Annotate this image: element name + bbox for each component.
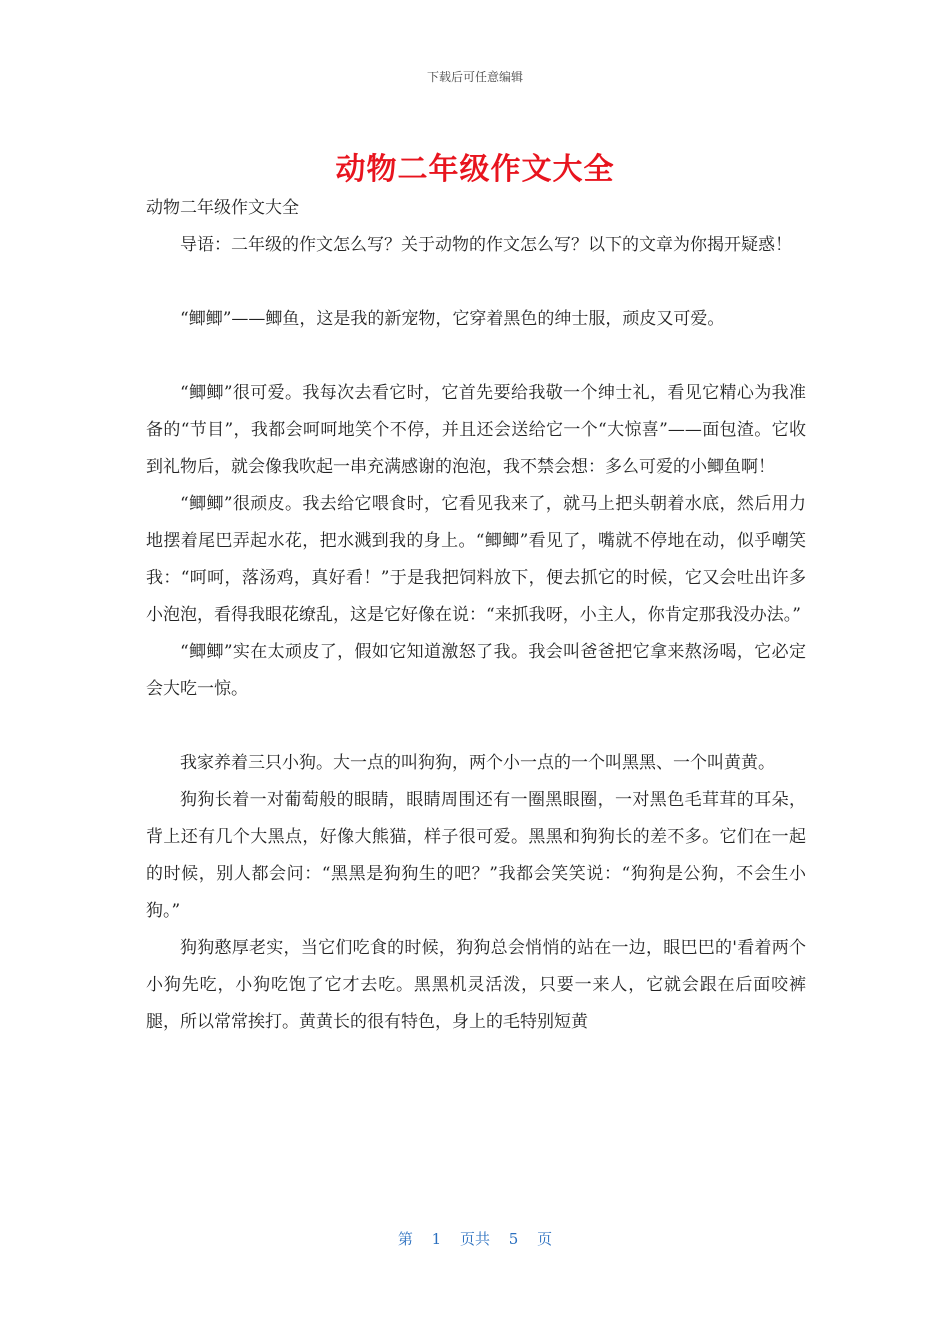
- paragraph: 狗狗长着一对葡萄般的眼睛，眼睛周围还有一圈黑眼圈，一对黑色毛茸茸的耳朵，背上还有几个大黑点，好像大熊猫，样子很可爱。黑黑和狗狗长的差不多。它们在一起的时候，别人都会问：“黑黑是狗狗生的吧？”我都会笑笑说：“狗狗是公狗，不会生小狗。”: [146, 790, 806, 921]
- paragraph: “鲫鲫”很顽皮。我去给它喂食时，它看见我来了，就马上把头朝着水底，然后用力地摆着尾巴弄起水花，把水溅到我的身上。“鲫鲫”看见了，嘴就不停地在动，似乎嘲笑我：“呵呵，落汤鸡，真好看！”于是我把饲料放下，便去抓它的时候，它又会吐出许多小泡泡，看得我眼花缭乱，这是它好像在说：“来抓我呀，小主人，你肯定那我没办法。”: [146, 494, 806, 625]
- subtitle-line: 动物二年级作文大全: [146, 198, 299, 218]
- paragraph: 我家养着三只小狗。大一点的叫狗狗，两个小一点的一个叫黑黑、一个叫黄黄。: [180, 753, 775, 773]
- blank-line: [146, 264, 806, 301]
- paragraph: “鲫鲫”很可爱。我每次去看它时，它首先要给我敬一个绅士礼，看见它精心为我准备的“节目”，我都会呵呵地笑个不停，并且还会送给它一个“大惊喜”——面包渣。它收到礼物后，就会像我吹起一串充满感谢的泡泡，我不禁会想：多么可爱的小鲫鱼啊！: [146, 383, 806, 477]
- page-header: 下载后可任意编辑: [426, 70, 523, 84]
- document-body: [146, 190, 806, 1041]
- intro-paragraph: 导语：二年级的作文怎么写？关于动物的作文怎么写？以下的文章为你揭开疑惑！: [180, 235, 792, 255]
- blank-line: [146, 338, 806, 375]
- page-footer: 第 1 页共 5 页: [397, 1230, 553, 1248]
- paragraph: “鲫鲫”——鲫鱼，这是我的新宠物，它穿着黑色的绅士服，顽皮又可爱。: [180, 309, 725, 329]
- blank-line: [146, 708, 806, 745]
- document-title: 动物二年级作文大全: [335, 152, 615, 187]
- paragraph: “鲫鲫”实在太顽皮了，假如它知道激怒了我。我会叫爸爸把它拿来熬汤喝，它必定会大吃一惊。: [146, 642, 806, 699]
- paragraph: 狗狗憨厚老实，当它们吃食的时候，狗狗总会悄悄的站在一边，眼巴巴的'看着两个小狗先吃，小狗吃饱了它才去吃。黑黑机灵活泼，只要一来人，它就会跟在后面咬裤腿，所以常常挨打。黄黄长的很有特色，身上的毛特别短黄: [146, 938, 806, 1032]
